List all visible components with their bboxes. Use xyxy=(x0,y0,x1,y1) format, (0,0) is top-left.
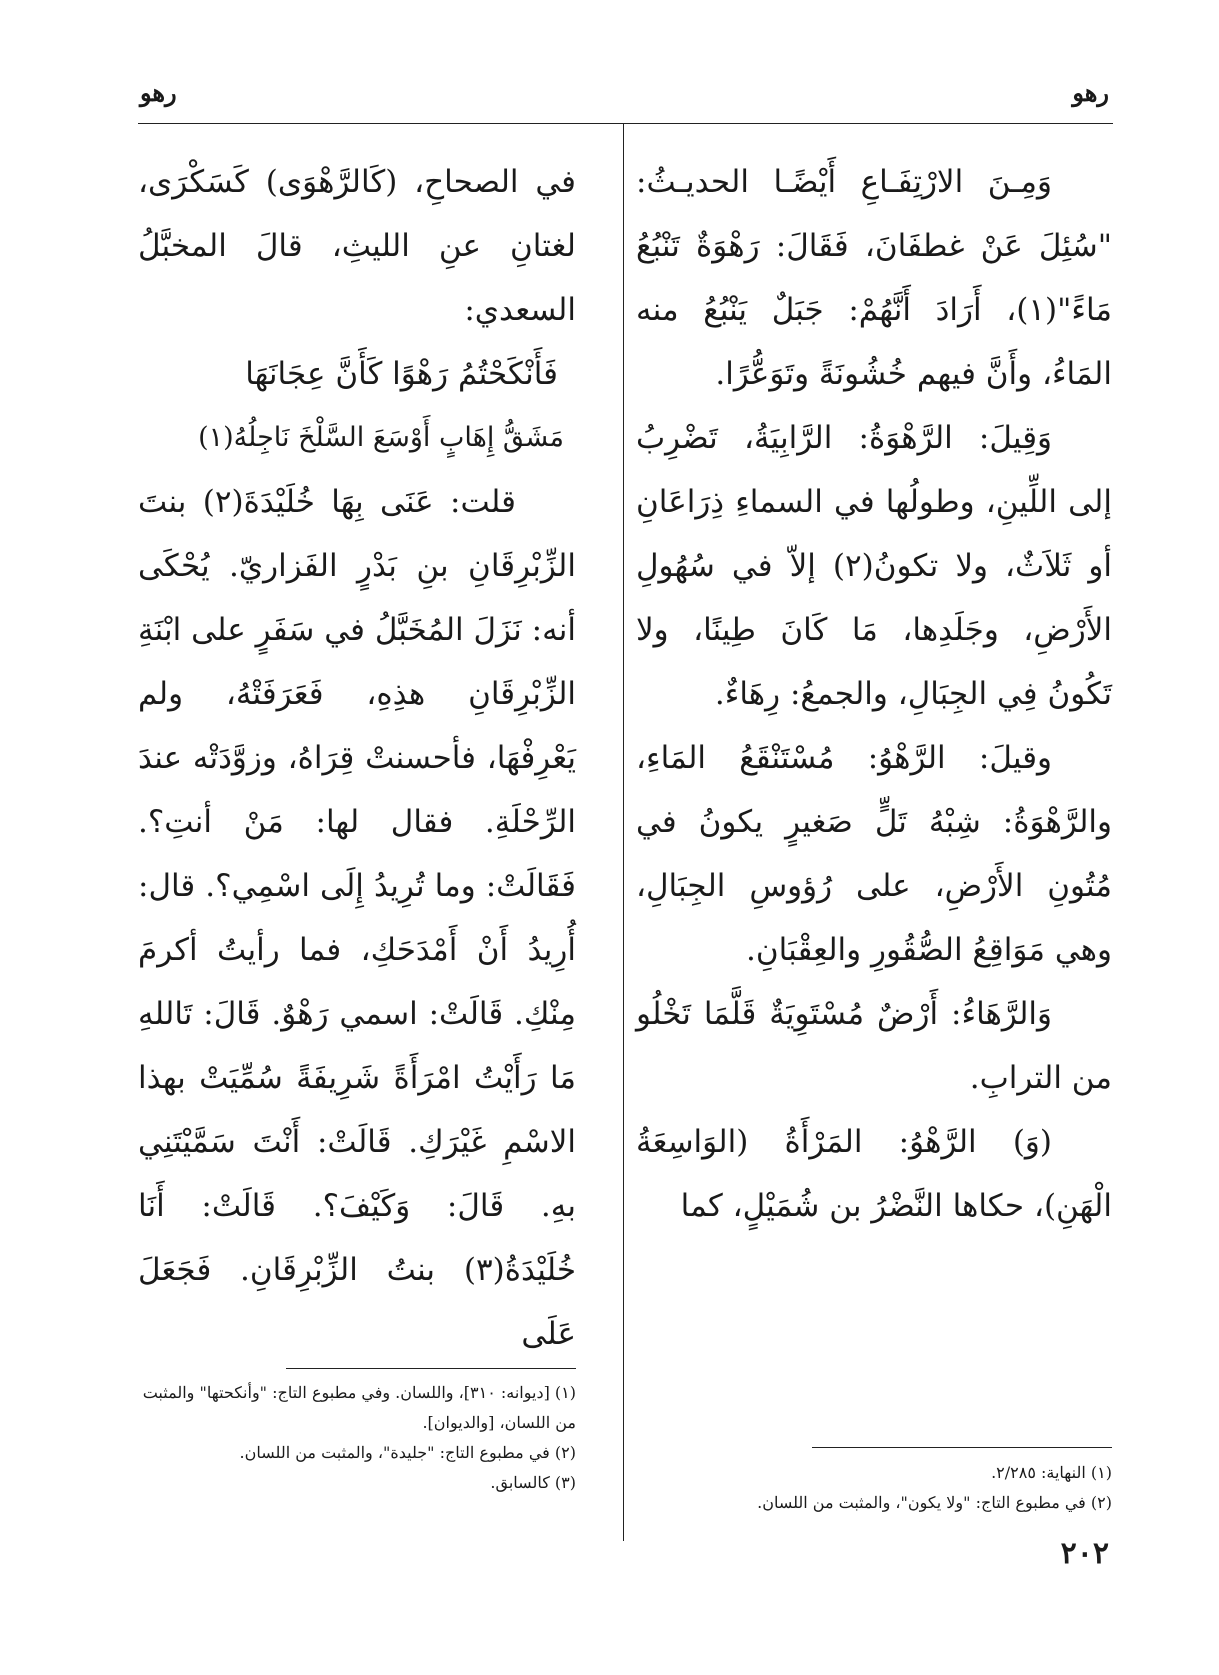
running-head-left: رهو xyxy=(140,78,177,107)
page-number: ٢٠٢ xyxy=(1060,1536,1109,1571)
header-rule xyxy=(138,123,1113,124)
column-divider xyxy=(623,123,624,1541)
running-head-right: رهو xyxy=(1072,78,1109,107)
footnotes-right xyxy=(636,1458,1112,1518)
verse-line: فَأَنْكَحْتُمُ رَهْوًا كَأَنَّ عِجَانَهَا xyxy=(245,356,558,392)
footnotes-left xyxy=(138,1378,576,1498)
footnote-rule-right xyxy=(812,1447,1112,1448)
left-column xyxy=(138,150,576,1366)
footnote: (١) النهاية: ٢/٢٨٥. xyxy=(991,1463,1112,1482)
footnote: (٢) في مطبوع التاج: "جليدة"، والمثبت من اللسان. xyxy=(239,1443,576,1462)
paragraph: وَقِيلَ: الرَّهْوَةُ: الرَّابِيَةُ، تَضْرِبُ إلى اللِّينِ، وطولُها في السماءِ ذِرَاعَانِ أو ثَلاَثٌ، ولا تكونُ(٢) إلاّ في سُهُولِ الأَرْضِ، وجَلَدِها، مَا كَانَ طِينًا، ولا تَكُونُ فِي الجِبَالِ، والجمعُ: رِهَاءٌ. xyxy=(636,420,1112,712)
paragraph: قلت: عَنَى بِهَا خُلَيْدَةَ(٢) بنتَ الزِّبْرِقَانِ بنِ بَدْرٍ الفَزاريّ. يُحْكَى أنه: نَزَلَ المُخَبَّلُ في سَفَرٍ على ابْنَةِ الزِّبْرِقَانِ هذِهِ، فَعَرَفَتْهُ، ولم يَعْرِفْهَا، فأحسنتْ قِرَاهُ، وزوَّدَتْه عندَ الرِّحْلَةِ. فقال لها: مَنْ أنتِ؟. فَقَالَتْ: وما تُرِيدُ إِلَى اسْمِي؟. قال: أُرِيدُ أَنْ أَمْدَحَكِ، فما رأيتُ أكرمَ مِنْكِ. قَالَتْ: اسمي رَهْوٌ. قَالَ: تَاللهِ مَا رَأَيْتُ امْرَأَةً شَرِيفَةً سُمِّيَتْ بهذا الاسْمِ غَيْرَكِ. قَالَتْ: أَنْتَ سَمَّيْتَنِي بهِ. قَالَ: وَكَيْفَ؟. قَالَتْ: أَنَا خُلَيْدَةُ(٣) بنتُ الزِّبْرِقَانِ. فَجَعَلَ عَلَى xyxy=(138,484,576,1352)
footnote: (٢) في مطبوع التاج: "ولا يكون"، والمثبت من اللسان. xyxy=(757,1493,1112,1512)
verse-line: مَشَقُّ إِهَابٍ أَوْسَعَ السَّلْخَ نَاجِلُهُ(١) xyxy=(198,422,564,453)
paragraph: وَمِـنَ الارْتِفَـاعِ أَيْضًـا الحديـثُ: "سُئِلَ عَنْ غطفَانَ، فَقَالَ: رَهْوَةٌ تَنْبُعُ مَاءً"(١)، أَرَادَ أَنَّهُمْ: جَبَلٌ يَنْبُعُ منه المَاءُ، وأَنَّ فيهم خُشُونَةً وتَوَعُّرًا. xyxy=(636,164,1112,392)
paragraph: في الصحاحِ، (كَالرَّهْوَى) كَسَكْرَى، لغتانِ عنِ الليثِ، قالَ المخبَّلُ السعدي: xyxy=(138,164,576,328)
paragraph: وَالرَّهَاءُ: أَرْضٌ مُسْتَوِيَةٌ قَلَّمَا تَخْلُو من الترابِ. xyxy=(636,996,1112,1096)
footnote-rule-left xyxy=(286,1368,576,1369)
paragraph: (وَ) الرَّهْوُ: المَرْأَةُ (الوَاسِعَةُ الْهَنِ)، حكاها النَّضْرُ بن شُمَيْلٍ، كما xyxy=(636,1124,1112,1224)
footnote: (٣) كالسابق. xyxy=(490,1473,576,1492)
paragraph: وقيلَ: الرَّهْوُ: مُسْتَنْقَعُ المَاءِ، والرَّهْوَةُ: شِبْهُ تَلٍّ صَغيرٍ يكونُ في مُتُونِ الأَرْضِ، على رُؤوسِ الجِبَالِ، وهي مَوَاقِعُ الصُّقُورِ والعِقْبَانِ. xyxy=(636,740,1112,968)
right-column xyxy=(636,150,1112,1238)
footnote: (١) [ديوانه: ٣١٠]، واللسان. وفي مطبوع التاج: "وأنكحتها" والمثبت من اللسان، [والديوان]. xyxy=(142,1383,576,1432)
